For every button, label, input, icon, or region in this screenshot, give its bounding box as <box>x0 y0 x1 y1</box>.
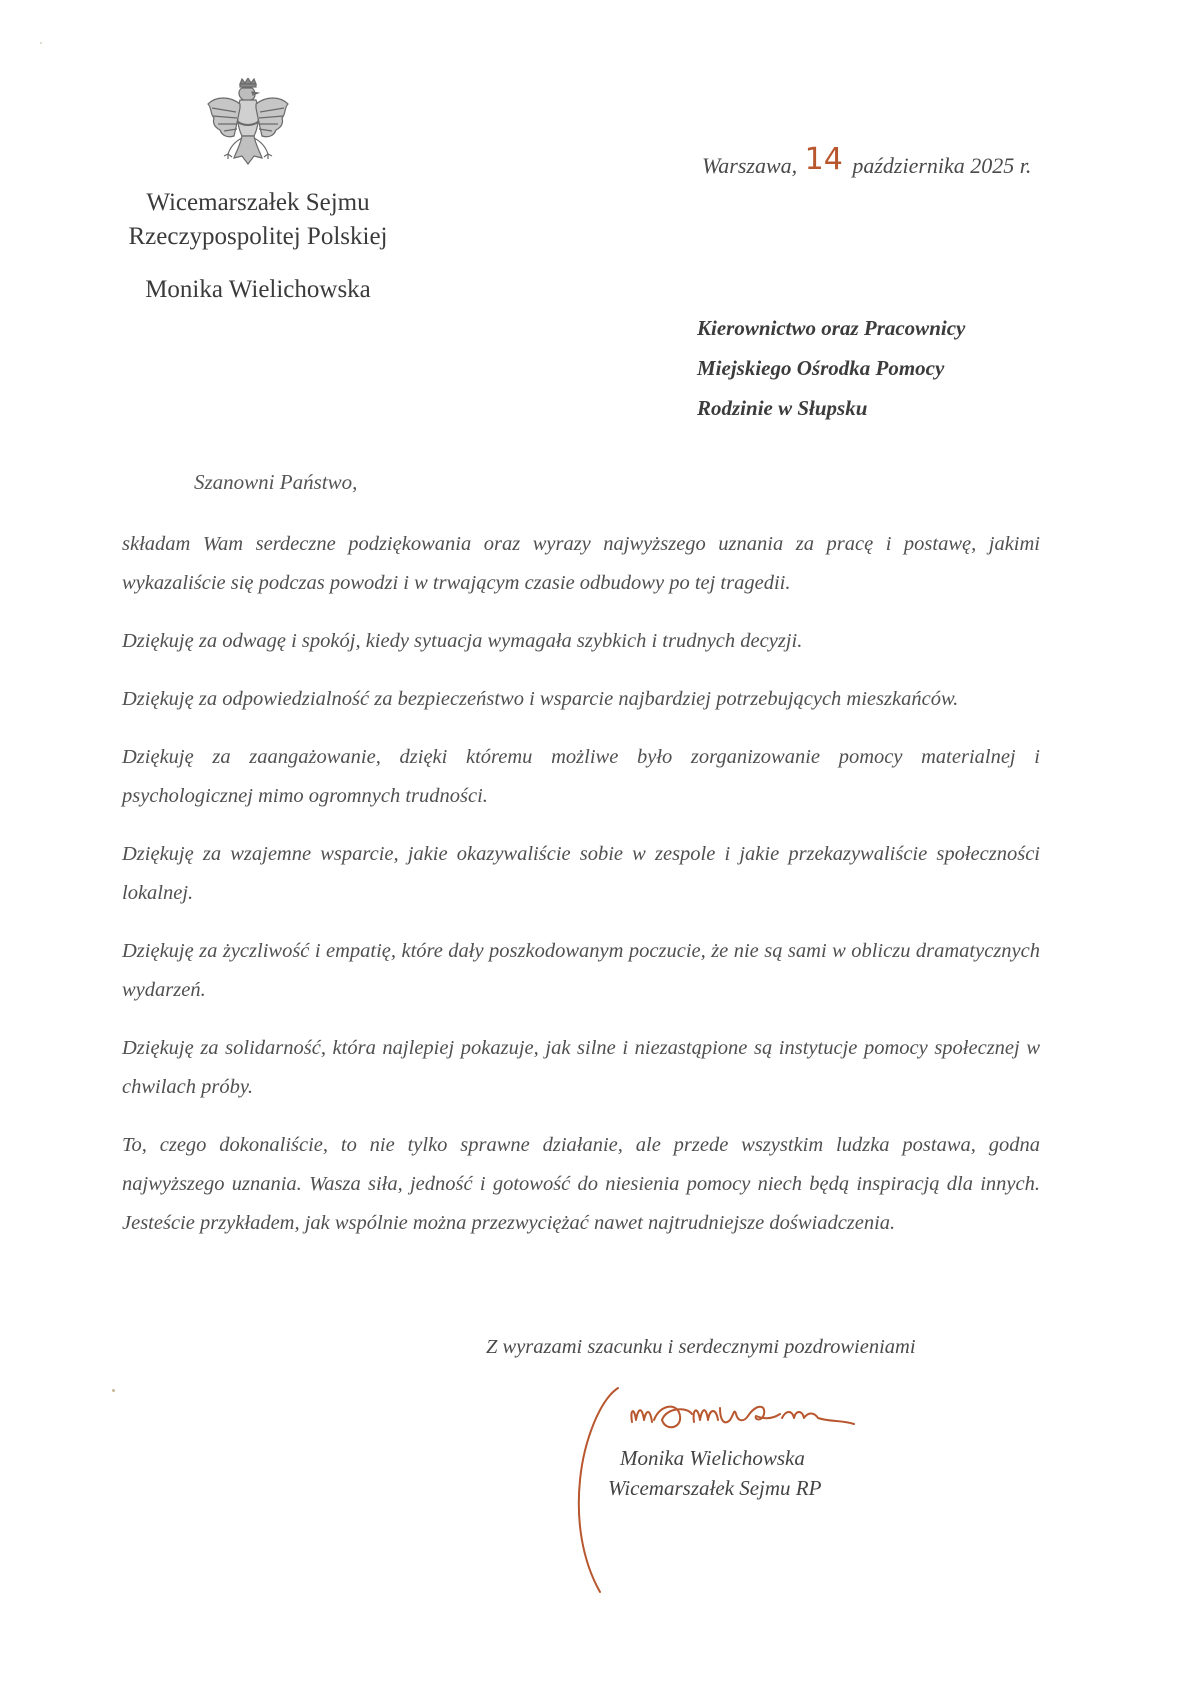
polish-eagle-emblem-icon <box>206 78 290 174</box>
recipient-line-1: Kierownictwo oraz Pracownicy <box>697 316 966 340</box>
paper-speck <box>112 1389 115 1392</box>
signatory-title: Wicemarszałek Sejmu RP <box>608 1476 822 1500</box>
date-month-year: października 2025 r. <box>852 153 1032 178</box>
letter-body <box>122 525 1040 1262</box>
recipient-address <box>697 308 965 428</box>
paragraph: Dziękuję za odpowiedzialność za bezpieczeństwo i wsparcie najbardziej potrzebujących mieszkańców. <box>122 688 959 710</box>
date-line <box>702 142 1032 181</box>
recipient-line-2: Miejskiego Ośrodka Pomocy <box>697 356 945 380</box>
sender-name: Monika Wielichowska <box>145 276 371 303</box>
sender-office <box>108 186 408 254</box>
closing-formula: Z wyrazami szacunku i serdecznymi pozdrowieniami <box>486 1336 916 1358</box>
date-city: Warszawa, <box>702 153 798 178</box>
signatory-name: Monika Wielichowska <box>620 1446 805 1470</box>
date-day-handwritten: 14 <box>804 142 843 177</box>
paragraph: Dziękuję za odwagę i spokój, kiedy sytuacja wymagała szybkich i trudnych decyzji. <box>122 630 803 652</box>
paper-speck <box>40 42 42 44</box>
sender-line-2: Rzeczypospolitej Polskiej <box>128 223 388 250</box>
paragraph: Dziękuję za wzajemne wsparcie, jakie okazywaliście sobie w zespole i jakie przekazywaliście społeczności lokalnej. <box>122 843 1040 904</box>
salutation: Szanowni Państwo, <box>194 470 358 494</box>
paragraph: Dziękuję za zaangażowanie, dzięki któremu możliwe było zorganizowanie pomocy materialnej i psychologicznej mimo ogromnych trudności. <box>122 746 1040 807</box>
recipient-line-3: Rodzinie w Słupsku <box>697 396 868 420</box>
paragraph: Dziękuję za życzliwość i empatię, które dały poszkodowanym poczucie, że nie są sami w obliczu dramatycznych wydarzeń. <box>122 940 1040 1001</box>
paragraph: Dziękuję za solidarność, która najlepiej pokazuje, jak silne i niezastąpione są instytucje pomocy społecznej w chwilach próby. <box>122 1037 1040 1098</box>
sender-line-1: Wicemarszałek Sejmu <box>146 189 370 216</box>
paragraph: To, czego dokonaliście, to nie tylko sprawne działanie, ale przede wszystkim ludzka postawa, godna najwyższego uznania. Wasza siła, jedność i gotowość do niesienia pomocy niech będą inspiracją dla innych. Jesteście przykładem, jak wspólnie można przezwyciężać nawet najtrudniejsze doświadczenia. <box>122 1134 1040 1234</box>
paragraph: składam Wam serdeczne podziękowania oraz wyrazy najwyższego uznania za pracę i postawę, jakimi wykazaliście się podczas powodzi i w trwającym czasie odbudowy po tej tragedii. <box>122 533 1040 594</box>
